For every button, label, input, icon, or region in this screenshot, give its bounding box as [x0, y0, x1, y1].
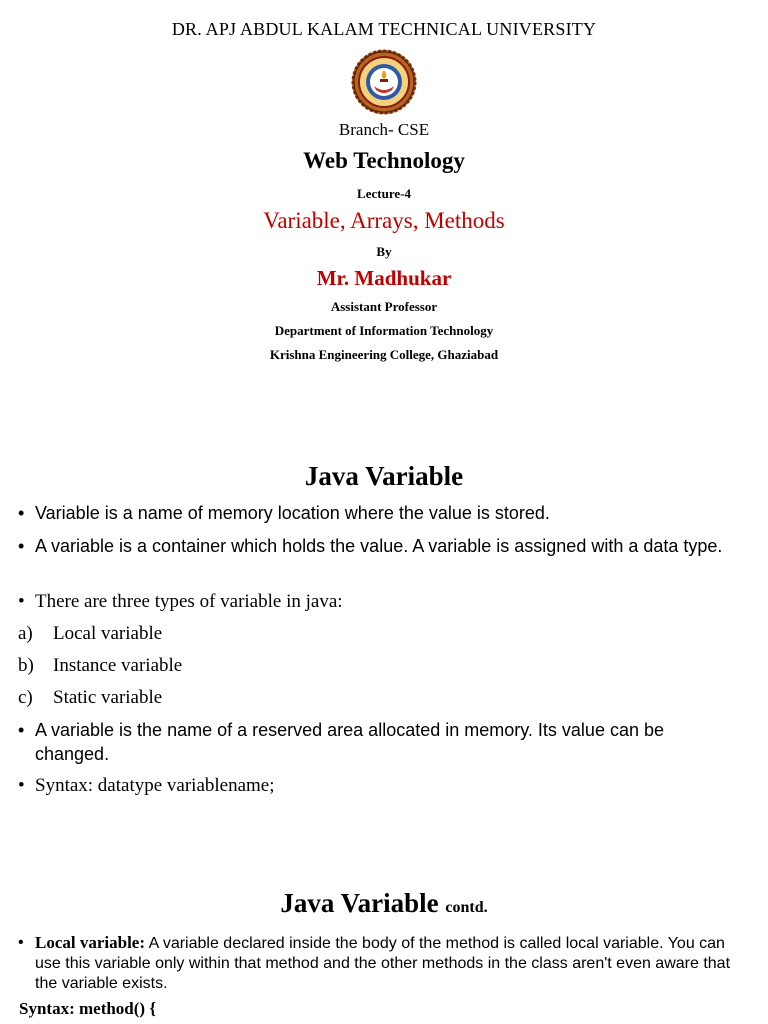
bullet-text: There are three types of variable in java:: [35, 591, 343, 612]
bullet-marker: •: [18, 503, 25, 523]
java-variable-contd-slide: [0, 864, 768, 1024]
lecture-topic: Variable, Arrays, Methods: [263, 208, 505, 233]
slide-title-text: Java Variable: [280, 888, 439, 918]
bullet-marker: •: [18, 591, 25, 612]
bullet-item: [18, 933, 730, 994]
branch-label: Branch- CSE: [338, 120, 430, 139]
university-name: DR. APJ ABDUL KALAM TECHNICAL UNIVERSITY: [171, 19, 597, 39]
bullet-item: [18, 534, 730, 558]
bullet-marker: •: [18, 934, 24, 951]
bullet-item: [18, 718, 730, 766]
slide-title: Java Variable: [304, 461, 464, 491]
bullet-item: [18, 774, 730, 798]
slide-title: [0, 888, 768, 919]
list-item: [18, 654, 730, 678]
by-label: By: [376, 244, 392, 259]
author-department: Department of Information Technology: [274, 323, 494, 338]
lecture-number: Lecture-4: [357, 186, 411, 201]
bullet-text: A variable is a container which holds the value. A variable is assigned with a data type.: [35, 536, 723, 556]
bullet-label: Local variable:: [35, 933, 146, 952]
bullet-text: Syntax: datatype variablename;: [35, 775, 275, 796]
list-text: Local variable: [53, 623, 163, 644]
slide-title-suffix: contd.: [445, 899, 488, 916]
bullet-marker: •: [18, 720, 25, 740]
author-college: Krishna Engineering College, Ghaziabad: [269, 347, 499, 362]
university-seal-icon: [350, 48, 418, 116]
course-title: Web Technology: [303, 148, 465, 173]
title-slide: [0, 0, 768, 432]
bullet-item: [18, 501, 730, 525]
author-name: Mr. Madhukar: [316, 266, 452, 290]
java-variable-slide: [0, 432, 768, 864]
list-item: [18, 686, 730, 710]
list-marker: c): [18, 687, 33, 708]
bullet-text: A variable is the name of a reserved area allocated in memory. Its value can be changed.: [35, 720, 664, 764]
bullet-marker: •: [18, 536, 25, 556]
bullet-item: [18, 590, 730, 614]
bullet-text: Variable is a name of memory location where the value is stored.: [35, 503, 550, 523]
list-marker: b): [18, 655, 34, 676]
author-designation: Assistant Professor: [330, 299, 438, 314]
list-text: Static variable: [53, 687, 163, 708]
bullet-text: A variable declared inside the body of the method is called local variable. You can use this variable only within that method and the other methods in the class aren't even aware that the variable exists.: [35, 935, 731, 992]
list-item: [18, 622, 730, 646]
list-marker: a): [18, 623, 33, 644]
syntax-line: Syntax: method() {: [19, 999, 157, 1018]
bullet-marker: •: [18, 775, 25, 796]
list-text: Instance variable: [53, 655, 183, 676]
